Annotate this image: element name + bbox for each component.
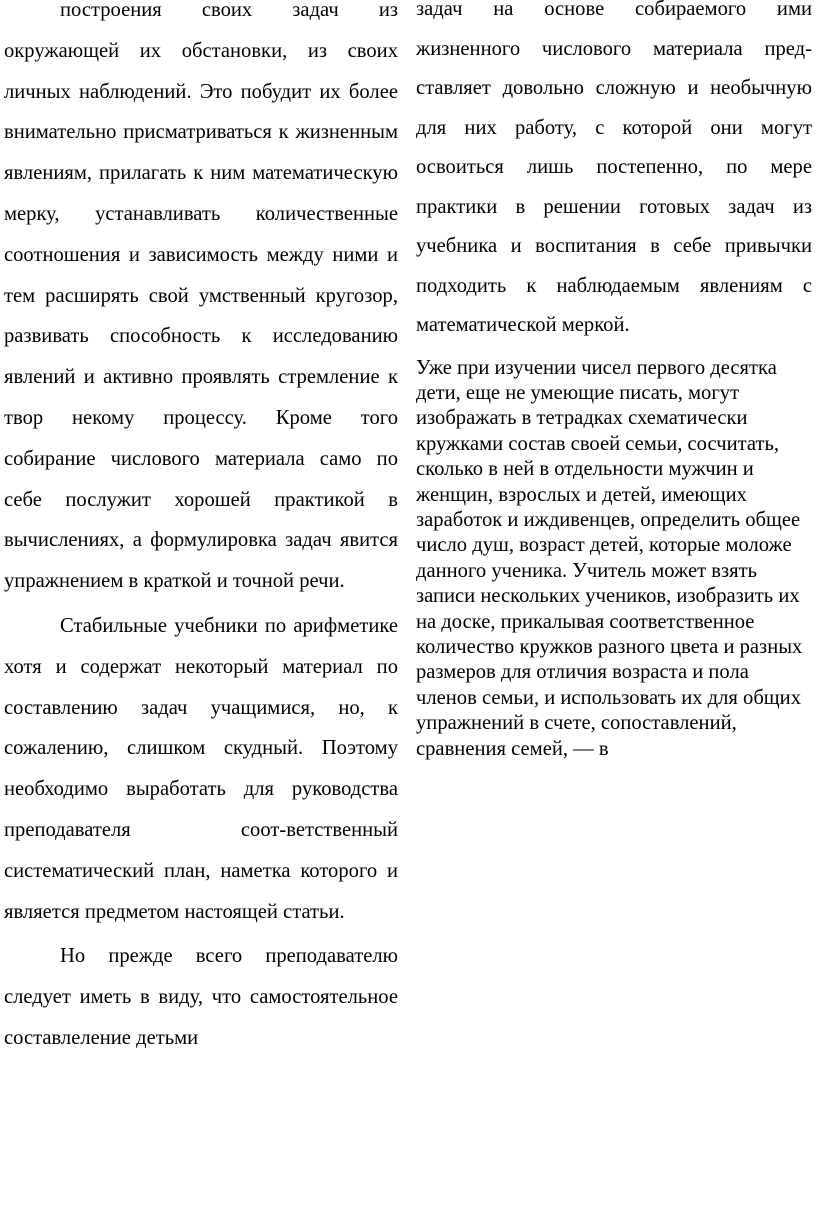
right-column — [416, 0, 812, 762]
right-paragraph-1: задач на основе собираемого ими жизненного числового материала пред-ставляет довольно сложную и необычную для них работу, с которой они могут освоиться лишь постепенно, по мере практики в решении готовых задач из учебника и воспитания в себе привычки подходить к наблюдаемым явлениям с математической меркой. — [416, 0, 812, 336]
left-column — [4, 0, 398, 1059]
left-paragraph-3: Но прежде всего преподавателю следует иметь в виду, что самостоятельное составлеление детьми — [4, 945, 398, 1049]
left-paragraph-2: Стабильные учебники по арифметике хотя и содержат некоторый материал по составлению задач учащимися, но, к сожалению, слишком скудный. Поэтому необходимо выработать для руководства преподавателя соот-ветственный систематический план, наметка которого и является предметом настоящей статьи. — [4, 614, 398, 923]
right-paragraph-2: Уже при изучении чисел первого десятка дети, еще не умеющие писать, могут изображать в тетрадках схематически кружками состав своей семьи, сосчитать, сколько в ней в отдельности мужчин и женщин, взрослых и детей, имеющих заработок и иждивенцев, определить общее число душ, возраст детей, которые моложе данного ученика. Учитель может взять записи нескольких учеников, изобразить их на доске, прикалывая соответственное количество кружков разного цвета и разных размеров для отличия возраста и пола членов семьи, и использовать их для общих упражнений в счете, сопоставлений, сравнения семей, — в — [416, 356, 803, 760]
left-paragraph-1: построения своих задач из окружающей их обстановки, из своих личных наблюдений. Это побудит их более внимательно присматриваться к жизненным явлениям, прилагать к ним математическую мерку, устанавливать количественные соотношения и зависимость между ними и тем расширять свой умственный кругозор, развивать способность к исследованию явлений и активно проявлять стремление к твор некому процессу. Кроме того собирание числового материала само по себе послужит хорошей практикой в вычислениях, а формулировка задач явится упражнением в краткой и точной речи. — [4, 0, 398, 593]
